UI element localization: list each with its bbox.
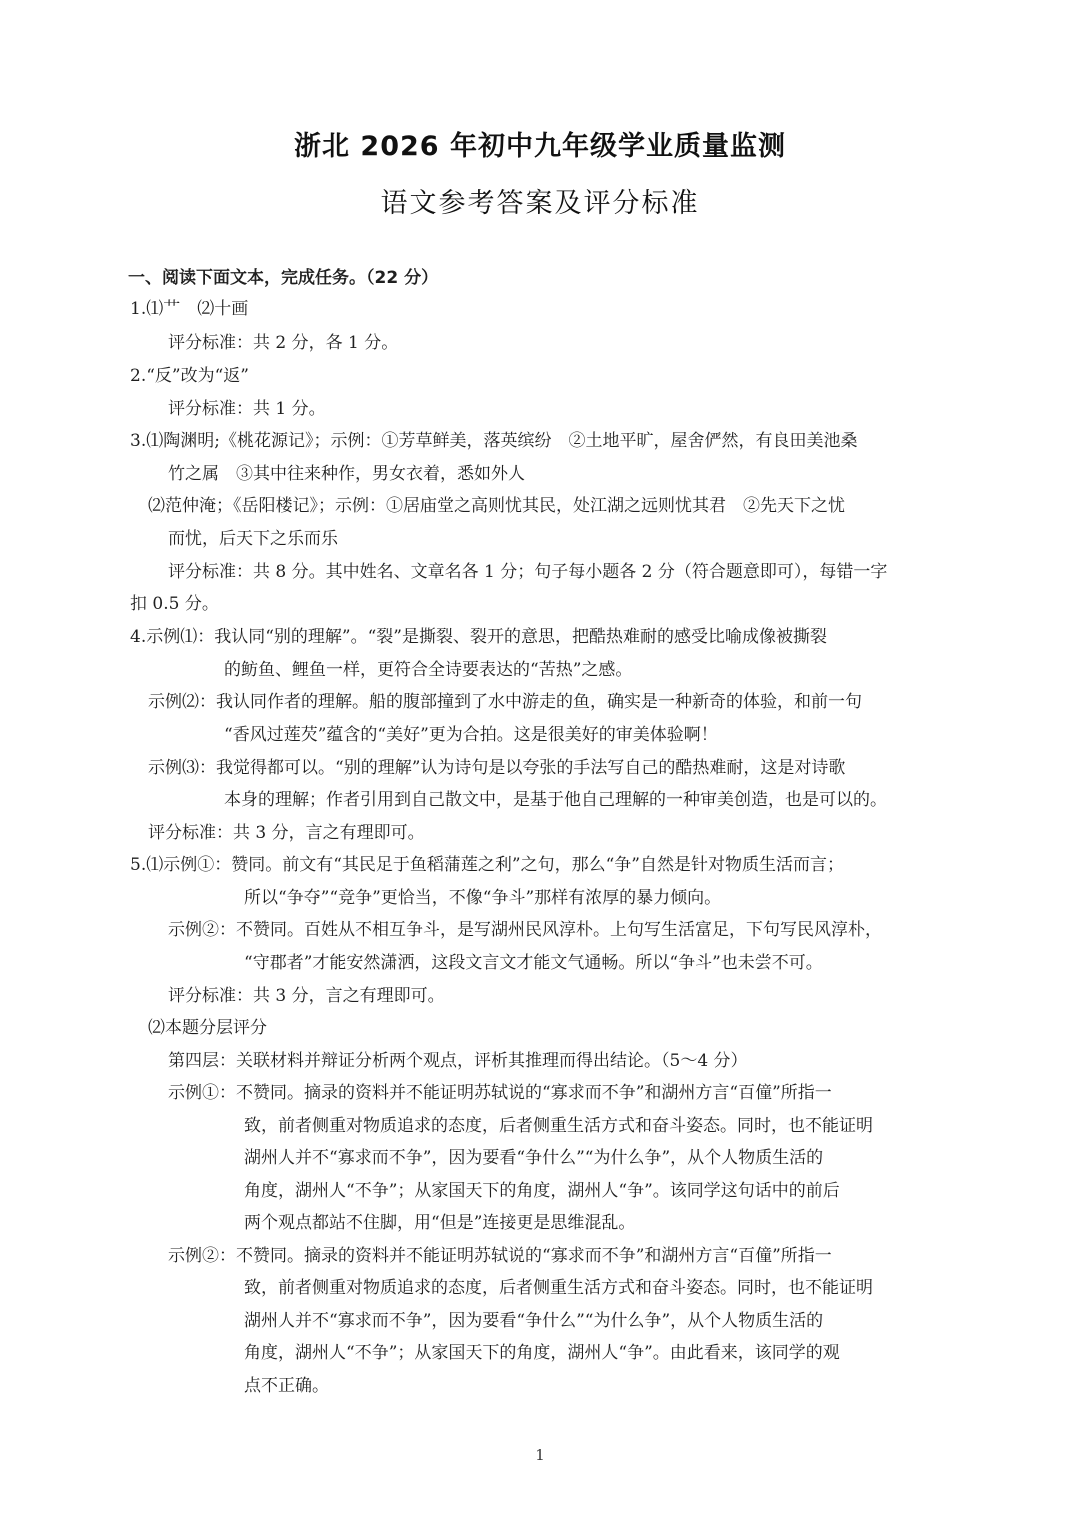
answer-line: 的鲂鱼、鲤鱼一样，更符合全诗要表达的“苦热”之感。 bbox=[224, 660, 633, 680]
answer-line: 1.⑴艹 ⑵十画 bbox=[130, 299, 249, 319]
answer-line: 点不正确。 bbox=[244, 1376, 329, 1396]
answer-line: 5.⑴示例①：赞同。前文有“其民足于鱼稻蒲莲之利”之句，那么“争”自然是针对物质生活而言； bbox=[130, 855, 844, 875]
answer-line: 所以“争夺”“竞争”更恰当，不像“争斗”那样有浓厚的暴力倾向。 bbox=[244, 888, 722, 908]
answer-line: 示例⑶：我觉得都可以。“别的理解”认为诗句是以夸张的手法写自己的酷热难耐，这是对诗歌 bbox=[148, 758, 846, 778]
answer-line: 4.示例⑴：我认同“别的理解”。“裂”是撕裂、裂开的意思，把酷热难耐的感受比喻成像被撕裂 bbox=[130, 627, 827, 647]
answer-line: 本身的理解；作者引用到自己散文中，是基于他自己理解的一种审美创造，也是可以的。 bbox=[224, 790, 887, 810]
answer-line: 湖州人并不“寡求而不争”，因为要看“争什么”“为什么争”，从个人物质生活的 bbox=[244, 1311, 824, 1331]
answer-line: ⑵本题分层评分 bbox=[148, 1018, 267, 1038]
answer-line: 3.⑴陶渊明;《桃花源记》；示例：①芳草鲜美，落英缤纷 ②土地平旷，屋舍俨然，有良田美池桑 bbox=[130, 431, 858, 451]
scoring-line: 评分标准：共 3 分，言之有理即可。 bbox=[168, 986, 445, 1006]
answer-line: 致，前者侧重对物质追求的态度，后者侧重生活方式和奋斗姿态。同时，也不能证明 bbox=[244, 1116, 873, 1136]
answer-line: ⑵范仲淹；《岳阳楼记》；示例：①居庙堂之高则忧其民，处江湖之远则忧其君 ②先天下之忧 bbox=[148, 496, 845, 516]
answer-line: 角度，湖州人“不争”；从家国天下的角度，湖州人“争”。该同学这句话中的前后 bbox=[244, 1181, 840, 1201]
document-subtitle: 语文参考答案及评分标准 bbox=[380, 188, 700, 219]
scoring-line: 评分标准：共 3 分，言之有理即可。 bbox=[148, 823, 425, 843]
answer-line: 竹之属 ③其中往来种作，男女衣着，悉如外人 bbox=[168, 464, 525, 484]
answer-line: 两个观点都站不住脚，用“但是”连接更是思维混乱。 bbox=[244, 1213, 636, 1233]
answer-line: 而忧，后天下之乐而乐 bbox=[168, 529, 338, 549]
answer-line: 角度，湖州人“不争”；从家国天下的角度，湖州人“争”。由此看来，该同学的观 bbox=[244, 1343, 840, 1363]
answer-line: 示例①：不赞同。摘录的资料并不能证明苏轼说的“寡求而不争”和湖州方言“百僮”所指一 bbox=[168, 1083, 832, 1103]
document-title: 浙北 2026 年初中九年级学业质量监测 bbox=[294, 131, 786, 162]
section-heading: 一、阅读下面文本，完成任务。（22 分） bbox=[128, 268, 439, 288]
answer-line: “香风过莲芡”蕴含的“美好”更为合拍。这是很美好的审美体验啊！ bbox=[224, 725, 718, 745]
page-number: 1 bbox=[535, 1446, 545, 1464]
answer-line: 第四层：关联材料并辩证分析两个观点，评析其推理而得出结论。（5～4 分） bbox=[168, 1051, 748, 1071]
answer-line: 湖州人并不“寡求而不争”，因为要看“争什么”“为什么争”，从个人物质生活的 bbox=[244, 1148, 824, 1168]
scoring-line: 评分标准：共 8 分。其中姓名、文章名各 1 分；句子每小题各 2 分（符合题意即可），每错一字 bbox=[168, 562, 888, 582]
answer-line: 致，前者侧重对物质追求的态度，后者侧重生活方式和奋斗姿态。同时，也不能证明 bbox=[244, 1278, 873, 1298]
answer-line: 示例⑵：我认同作者的理解。船的腹部撞到了水中游走的鱼，确实是一种新奇的体验，和前一句 bbox=[148, 692, 862, 712]
answer-line: “守郡者”才能安然潇洒，这段文言文才能文气通畅。所以“争斗”也未尝不可。 bbox=[244, 953, 823, 973]
answer-line: 示例②：不赞同。摘录的资料并不能证明苏轼说的“寡求而不争”和湖州方言“百僮”所指一 bbox=[168, 1246, 832, 1266]
scoring-line: 评分标准：共 2 分，各 1 分。 bbox=[168, 333, 399, 353]
scoring-line: 评分标准：共 1 分。 bbox=[168, 399, 326, 419]
answer-line: 示例②：不赞同。百姓从不相互争斗，是写湖州民风淳朴。上句写生活富足，下句写民风淳朴， bbox=[168, 920, 882, 940]
answer-line: 2.“反”改为“返” bbox=[130, 366, 249, 386]
scoring-line: 扣 0.5 分。 bbox=[130, 594, 219, 614]
